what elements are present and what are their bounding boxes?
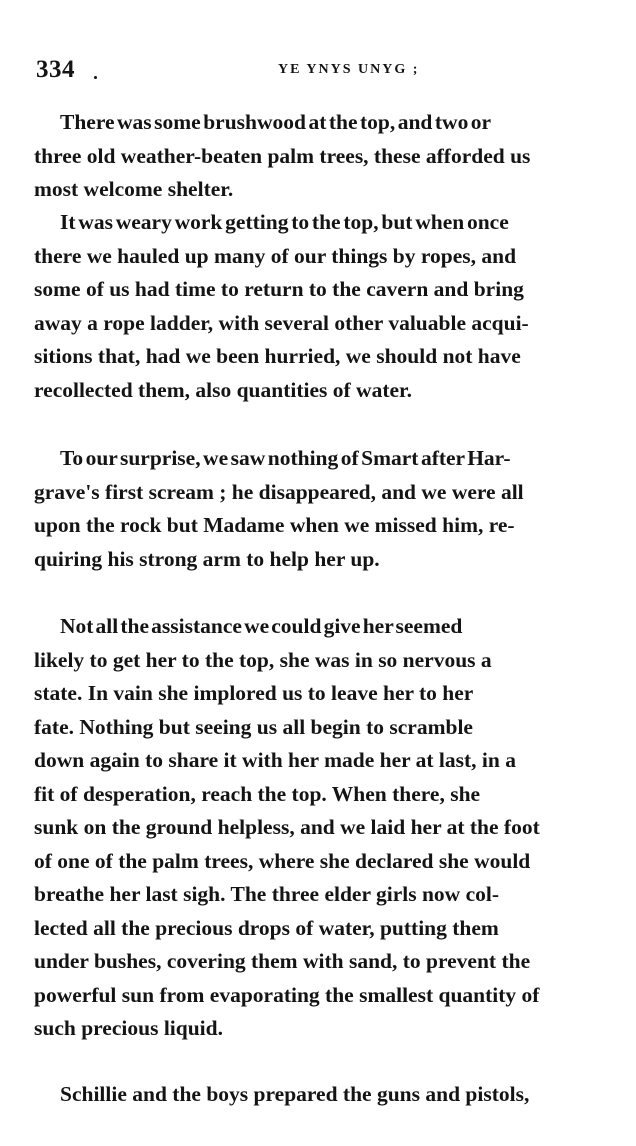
paragraph-4 (34, 610, 606, 1046)
text-line: recollected them, also quantities of water. (34, 377, 412, 402)
text-line: down again to share it with her made her at last, in a (34, 748, 516, 772)
text-line: state. In vain she implored us to leave her to her (34, 681, 474, 705)
text-line: powerful sun from evaporating the smallest quantity of (34, 982, 540, 1007)
print-speck (94, 76, 97, 79)
text-line: lected all the precious drops of water, putting them (34, 915, 499, 940)
text-line: sunk on the ground helpless, and we laid her at the foot (34, 815, 540, 839)
text-line: likely to get her to the top, she was in so nervous a (34, 647, 492, 672)
text-line: Schillie and the boys prepared the guns and pistols, (60, 1082, 530, 1106)
text-line: most welcome shelter. (34, 177, 234, 201)
page-number: 334 (36, 56, 75, 83)
text-line: breathe her last sigh. The three elder girls now col- (34, 882, 500, 906)
paragraph-1 (34, 106, 606, 207)
running-head: YE YNYS UNYG ; (278, 62, 420, 77)
text-line: there we hauled up many of our things by ropes, and (34, 243, 517, 268)
paragraph-2 (34, 206, 606, 407)
paragraph-5 (34, 1078, 606, 1112)
text-line: under bushes, covering them with sand, to prevent the (34, 949, 531, 973)
text-line: such precious liquid. (34, 1016, 223, 1040)
text-line: To our surprise, we saw nothing of Smart after Har- (60, 446, 511, 470)
text-line: fate. Nothing but seeing us all begin to scramble (34, 714, 473, 739)
text-line: upon the rock but Madame when we missed him, re- (34, 513, 515, 537)
text-line: fit of desperation, reach the top. When there, she (34, 781, 481, 806)
text-line: of one of the palm trees, where she declared she would (34, 848, 531, 873)
text-line: quiring his strong arm to help her up. (34, 546, 380, 571)
text-line: some of us had time to return to the cavern and bring (34, 277, 524, 301)
text-line: sitions that, had we been hurried, we should not have (34, 344, 521, 368)
paragraph-3 (34, 442, 606, 576)
page-header (36, 56, 606, 86)
text-line: There was some brushwood at the top, and two or (60, 110, 492, 134)
text-line: away a rope ladder, with several other valuable acqui- (34, 310, 529, 335)
text-line: three old weather-beaten palm trees, these afforded us (34, 143, 531, 168)
text-line: grave's first scream ; he disappeared, and we were all (34, 479, 524, 504)
text-line: Not all the assistance we could give her seemed (60, 614, 463, 638)
text-line: It was weary work getting to the top, but when once (60, 210, 509, 234)
